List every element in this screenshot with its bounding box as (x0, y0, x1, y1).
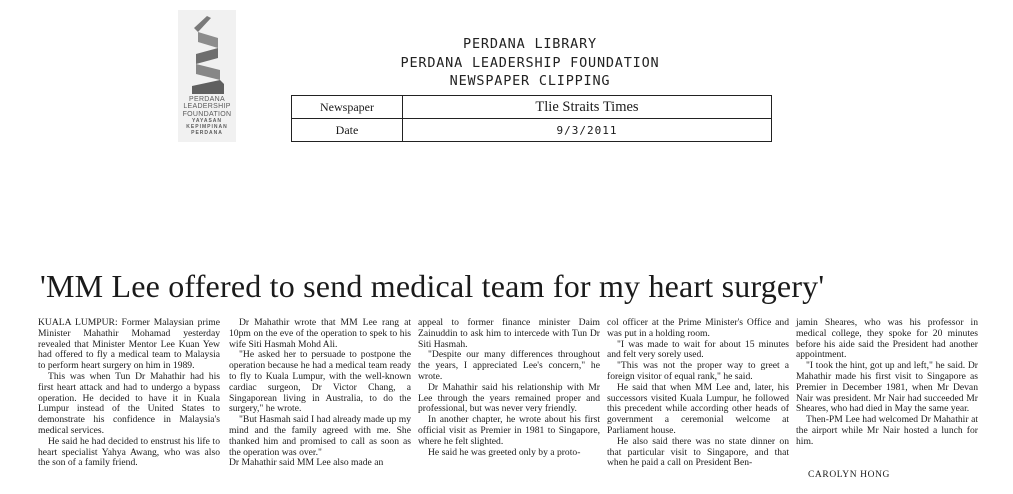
paragraph: "He asked her to persuade to postpone the operation because he had a medical team ready to fly to Kuala Lumpur, with the well-known cardiac surgeon, Dr Victor Chang, a Singaporean living in Australia, to do the surgery," he wrote. (229, 349, 411, 415)
newspaper-row (292, 96, 772, 119)
newspaper-label: Newspaper (292, 96, 403, 119)
paragraph: He said he was greeted only by a proto- (428, 446, 581, 458)
logo-sub-line-3: PERDANA (191, 130, 223, 137)
paragraph: In another chapter, he wrote about his first official visit as Premier in 1981 to Singapore, where he felt slighted. (418, 414, 600, 447)
perdana-logo (178, 10, 236, 142)
date-row (292, 119, 772, 142)
article-column-5 (796, 318, 978, 448)
paragraph: jamin Sheares, who was his professor in medical college, they spoke for 20 minutes before his aide said the President had another appointment. (796, 317, 978, 361)
logo-sub-line-1: YAYASAN (191, 118, 223, 125)
logo-sub-line-2: KEPIMPINAN (186, 124, 228, 131)
paragraph: This was when Tun Dr Mahathir had his first heart attack and had to undergo a bypass operation. He decided to have it in Kuala Lumpur instead of the United States to demonstrate his confidence in Malaysia's medical services. (38, 370, 220, 436)
article-column-3 (418, 318, 600, 458)
logo-line-1: PERDANA (189, 96, 225, 103)
paragraph: He said that when MM Lee and, later, his successors visited Kuala Lumpur, he followed this precedent while according other heads of government a ceremonial welcome at Parliament house. (607, 381, 789, 436)
paragraph: He also said there was no state dinner on that particular visit to Singapore, and that when he paid a call on President Ben- (607, 435, 789, 469)
paragraph: appeal to former finance minister Daim Zainuddin to ask him to intercede with Tun Dr Siti Hasmah. (418, 317, 600, 350)
paragraph: "This was not the proper way to greet a foreign visitor of equal rank," he said. (607, 360, 789, 382)
logo-wordmark (178, 96, 236, 136)
foundation-title: PERDANA LEADERSHIP FOUNDATION (400, 55, 660, 71)
article-headline: 'MM Lee offered to send medical team for my heart surgery' (40, 268, 825, 304)
library-title: PERDANA LIBRARY (463, 36, 597, 52)
paragraph: "But Hasmah said I had already made up my mind and the family agreed with me. She thanked him and promised to call as soon as the operation was over." (229, 414, 411, 458)
paragraph: "I was made to wait for about 15 minutes and felt very sorely used. (607, 338, 789, 361)
paragraph: col officer at the Prime Minister's Office and was put in a holding room. (607, 317, 789, 339)
logo-line-2: LEADERSHIP (183, 103, 231, 111)
date-label: Date (292, 119, 403, 142)
date-value: 9/3/2011 (403, 119, 772, 142)
article-column-1 (38, 318, 220, 469)
paragraph: "I took the hint, got up and left," he said. Dr Mahathir made his first visit to Singapore as Premier in December 1981, when Mr Devan Nair was president. Mr Nair had succeeded Mr Sheares, who had died in May the same year. (796, 360, 978, 415)
article-byline: CAROLYN HONG (808, 470, 890, 480)
ribbon-emblem-icon (184, 14, 230, 96)
paragraph: "Despite our many differences throughout the years, I appreciated Lee's concern," he wrote. (418, 349, 600, 382)
clipping-title: NEWSPAPER CLIPPING (449, 73, 611, 89)
paragraph: He said he had decided to enstrust his life to heart specialist Yahya Awang, who was also the son of a family friend. (38, 435, 220, 469)
paragraph: KUALA LUMPUR: Former Malaysian prime Minister Mahathir Mohamad yesterday revealed that Minister Mentor Lee Kuan Yew had offered to fly a medical team to Malaysia to perform heart surgery on him in 1989. (38, 317, 220, 372)
paragraph: Dr Mahathir said his relationship with Mr Lee through the years remained proper and professional, but was never very friendly. (418, 381, 600, 415)
logo-line-3: FOUNDATION (182, 110, 232, 118)
newspaper-value: Tlie Straits Times (403, 96, 772, 119)
paragraph: Dr Mahathir said MM Lee also made an (229, 457, 384, 469)
paragraph: Then-PM Lee had welcomed Dr Mahathir at the airport while Mr Nair hosted a lunch for him. (796, 414, 978, 447)
article-column-4 (607, 318, 789, 469)
clipping-meta-table (291, 95, 772, 142)
article-column-2 (229, 318, 411, 469)
paragraph: Dr Mahathir wrote that MM Lee rang at 10pm on the eve of the operation to spek to his wife Siti Hasmah Mohd Ali. (229, 317, 411, 350)
